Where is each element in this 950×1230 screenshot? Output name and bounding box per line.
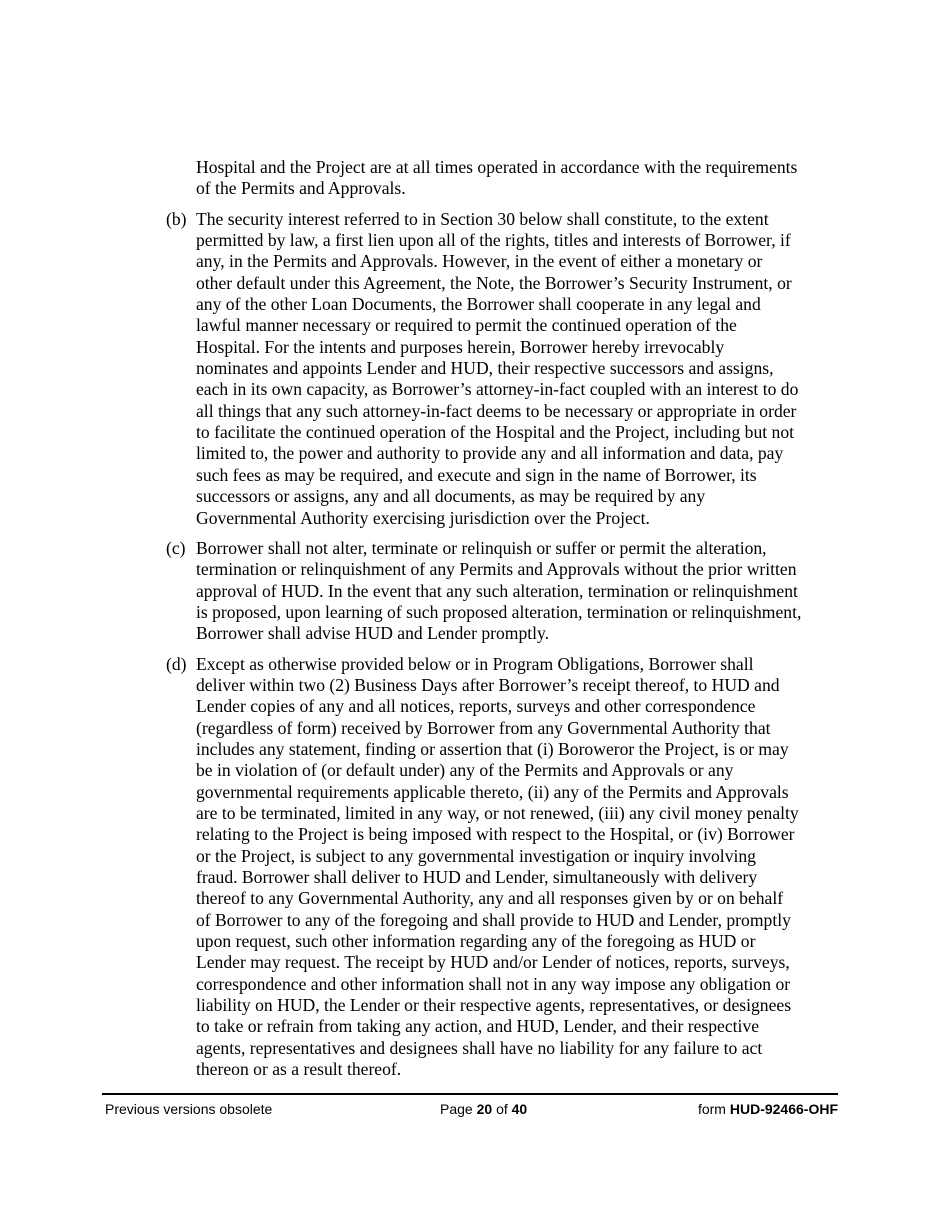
continued-paragraph: Hospital and the Project are at all times operated in accordance with the requirements of the Permits and Approvals.: [196, 157, 798, 199]
current-page: 20: [476, 1101, 493, 1117]
document-body: [0, 157, 950, 1080]
list-item-text: Except as otherwise provided below or in Program Obligations, Borrower shall deliver within two (2) Business Days after Borrower’s receipt thereof, to HUD and Lender copies of any and all notices, reports, surveys and other correspondence (regardless of form) received by Borrower from any Governmental Authority that includes any statement, finding or assertion that (i) Boroweror the Project, is or may be in violation of (or default under) any of the Permits and Approvals or any governmental requirements applicable thereto, (ii) any of the Permits and Approvals are to be terminated, limited in any way, or not renewed, (iii) any civil money penalty relating to the Project is being imposed with respect to the Hospital, or (iv) Borrower or the Project, is subject to any governmental investigation or inquiry involving fraud. Borrower shall deliver to HUD and Lender, simultaneously with delivery thereof to any Governmental Authority, any and all responses given by or on behalf of Borrower to any of the foregoing and shall provide to HUD and Lender, promptly upon request, such other information regarding any of the foregoing as HUD or Lender may request. The receipt by HUD and/or Lender of notices, reports, surveys, correspondence and other information shall not in any way impose any obligation or liability on HUD, the Lender or their respective agents, representatives, or designees to take or refrain from taking any action, and HUD, Lender, and their respective agents, representatives and designees shall have no liability for any failure to act thereon or as a result thereof.: [196, 653, 799, 1080]
form-identifier: [698, 1101, 838, 1117]
list-item-text: The security interest referred to in Section 30 below shall constitute, to the extent permitted by law, a first lien upon all of the rights, titles and interests of Borrower, if any, in the Permits and Approvals. However, in the event of either a monetary or other default under this Agreement, the Note, the Borrower’s Security Instrument, or any of the other Loan Documents, the Borrower shall cooperate in any legal and lawful manner necessary or required to permit the continued operation of the Hospital. For the intents and purposes herein, Borrower hereby irrevocably nominates and appoints Lender and HUD, their respective successors and assigns, each in its own capacity, as Borrower’s attorney-in-fact coupled with an interest to do all things that any such attorney-in-fact deems to be necessary or appropriate in order to facilitate the continued operation of the Hospital and the Project, including but not limited to, the power and authority to provide any and all information and data, pay such fees as may be required, and execute and sign in the name of Borrower, its successors or assigns, any and all documents, as may be required by any Governmental Authority exercising jurisdiction over the Project.: [196, 208, 799, 528]
page-number: [440, 1101, 527, 1117]
page-prefix: Page: [440, 1101, 473, 1117]
list-marker: (d): [166, 653, 187, 674]
footer-divider: [102, 1093, 838, 1095]
page-of: of: [496, 1101, 508, 1117]
form-prefix: form: [697, 1101, 726, 1117]
list-item-b: [0, 209, 950, 529]
footer-obsolete-note: Previous versions obsolete: [105, 1101, 273, 1117]
list-item-c: [0, 538, 950, 645]
total-pages: 40: [511, 1101, 528, 1117]
list-marker: (c): [166, 537, 186, 558]
list-item-text: Borrower shall not alter, terminate or relinquish or suffer or permit the alteration, termination or relinquishment of any Permits and Approvals without the prior written approval of HUD. In the event that any such alteration, termination or relinquishment is proposed, upon learning of such proposed alteration, termination or relinquishment, Borrower shall advise HUD and Lender promptly.: [196, 537, 802, 644]
list-item-d: [0, 654, 950, 1081]
list-marker: (b): [166, 208, 187, 229]
form-id: HUD-92466-OHF: [729, 1101, 838, 1117]
